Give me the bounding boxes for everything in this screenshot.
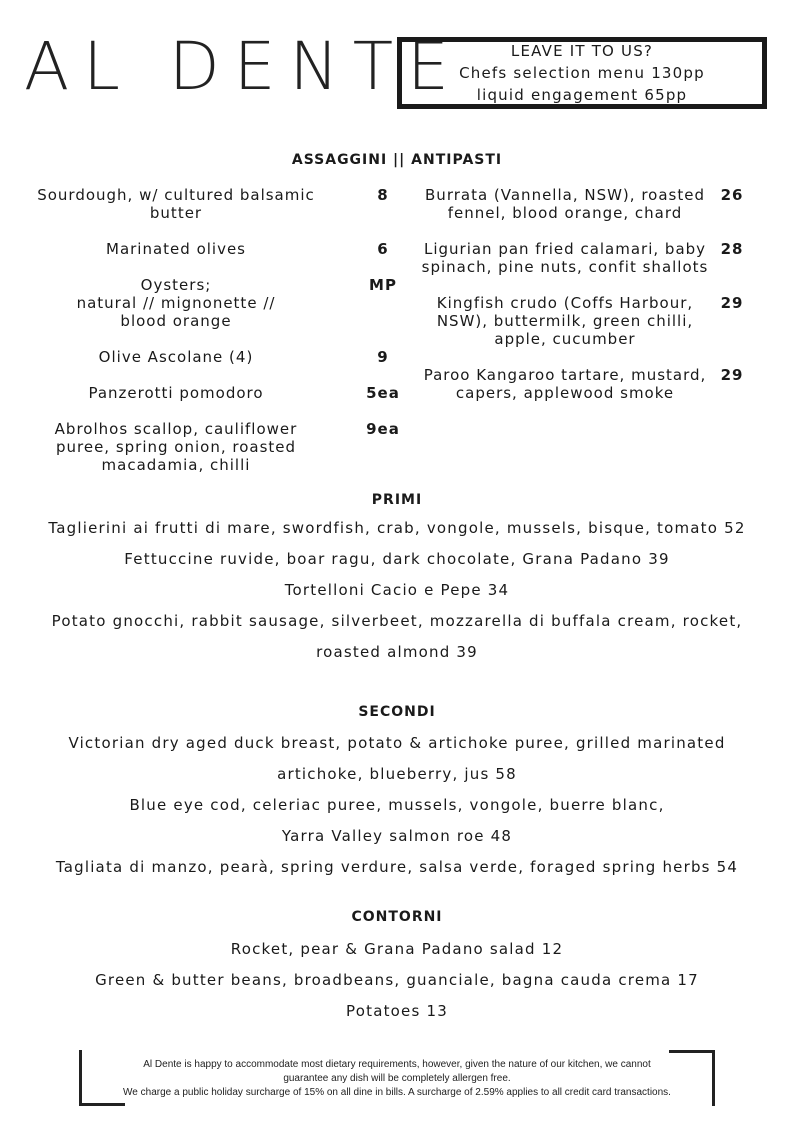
dish-name: Olive Ascolane (4) xyxy=(98,348,254,366)
dish-name: Abrolhos scallop, cauliflower puree, spring onion, roasted macadamia, chilli xyxy=(54,420,298,474)
promo-liquid-engagement: liquid engagement 65pp xyxy=(476,86,688,104)
menu-line: Tortelloni Cacio e Pepe 34 xyxy=(284,581,510,599)
notice-text xyxy=(79,1058,715,1100)
dish-name: Oysters; natural // mignonette // blood orange xyxy=(76,276,276,330)
section-title-contorni: CONTORNI xyxy=(351,909,443,925)
menu-line: Fettuccine ruvide, boar ragu, dark chocolate, Grana Padano 39 xyxy=(124,550,670,568)
section-title-assaggini-antipasti: ASSAGGINI || ANTIPASTI xyxy=(291,152,503,168)
menu-line: roasted almond 39 xyxy=(316,643,478,661)
menu-line: Tagliata di manzo, pearà, spring verdure, salsa verde, foraged spring herbs 54 xyxy=(55,858,739,876)
dish-price: 6 xyxy=(377,240,389,258)
menu-line: Rocket, pear & Grana Padano salad 12 xyxy=(230,940,564,958)
menu-item xyxy=(0,366,752,402)
promo-chefs-menu: Chefs selection menu 130pp xyxy=(459,64,705,82)
dish-name: Panzerotti pomodoro xyxy=(88,384,264,402)
menu-line: Yarra Valley salmon roe 48 xyxy=(281,827,513,845)
dish-price: MP xyxy=(369,276,397,294)
dish-price: 8 xyxy=(377,186,389,204)
dish-price: 29 xyxy=(720,294,744,312)
notice-line: We charge a public holiday surcharge of 15% on all dine in bills. A surcharge of 2.59% applies to all credit card transactions. xyxy=(123,1087,671,1098)
menu-line: Taglierini ai frutti di mare, swordfish, crab, vongole, mussels, bisque, tomato 52 xyxy=(48,519,746,537)
section-title-secondi: SECONDI xyxy=(358,704,436,720)
menu-line: Blue eye cod, celeriac puree, mussels, vongole, buerre blanc, xyxy=(129,796,665,814)
menu-item xyxy=(0,294,752,348)
dish-price: 9ea xyxy=(366,420,400,438)
menu-item xyxy=(0,240,752,276)
menu-item xyxy=(0,420,403,474)
notice-line: guarantee any dish will be completely allergen free. xyxy=(283,1073,511,1084)
contorni-list xyxy=(0,934,794,1027)
menu-line: Potatoes 13 xyxy=(346,1002,448,1020)
restaurant-logo: AL DENTE xyxy=(24,28,463,105)
dish-name: Paroo Kangaroo tartare, mustard, capers, applewood smoke xyxy=(423,366,707,402)
dish-price: 5ea xyxy=(366,384,400,402)
dish-price: 9 xyxy=(377,348,389,366)
menu-line: Victorian dry aged duck breast, potato & artichoke puree, grilled marinated xyxy=(68,734,726,752)
dish-price: 26 xyxy=(720,186,744,204)
notice-line: Al Dente is happy to accommodate most dietary requirements, however, given the nature of our kitchen, we cannot xyxy=(143,1059,651,1070)
menu-line: artichoke, blueberry, jus 58 xyxy=(277,765,517,783)
promo-heading: LEAVE IT TO US? xyxy=(510,42,654,60)
menu-line: Potato gnocchi, rabbit sausage, silverbeet, mozzarella di buffala cream, rocket, xyxy=(51,612,743,630)
primi-list xyxy=(0,513,794,668)
allergen-surcharge-notice xyxy=(79,1050,715,1106)
secondi-list xyxy=(0,728,794,883)
dish-name: Marinated olives xyxy=(106,240,246,258)
dish-name: Sourdough, w/ cultured balsamic butter xyxy=(37,186,315,222)
menu-line: Green & butter beans, broadbeans, guanciale, bagna cauda crema 17 xyxy=(95,971,699,989)
dish-price: 28 xyxy=(720,240,744,258)
dish-price: 29 xyxy=(720,366,744,384)
menu-item xyxy=(0,186,752,222)
dish-name: Kingfish crudo (Coffs Harbour, NSW), buttermilk, green chilli, apple, cucumber xyxy=(436,294,694,348)
dish-name: Ligurian pan fried calamari, baby spinach, pine nuts, confit shallots xyxy=(421,240,709,276)
section-title-primi: PRIMI xyxy=(371,492,423,508)
antipasti-list xyxy=(0,186,752,420)
chefs-selection-box xyxy=(397,37,767,109)
dish-name: Burrata (Vannella, NSW), roasted fennel, blood orange, chard xyxy=(425,186,705,222)
